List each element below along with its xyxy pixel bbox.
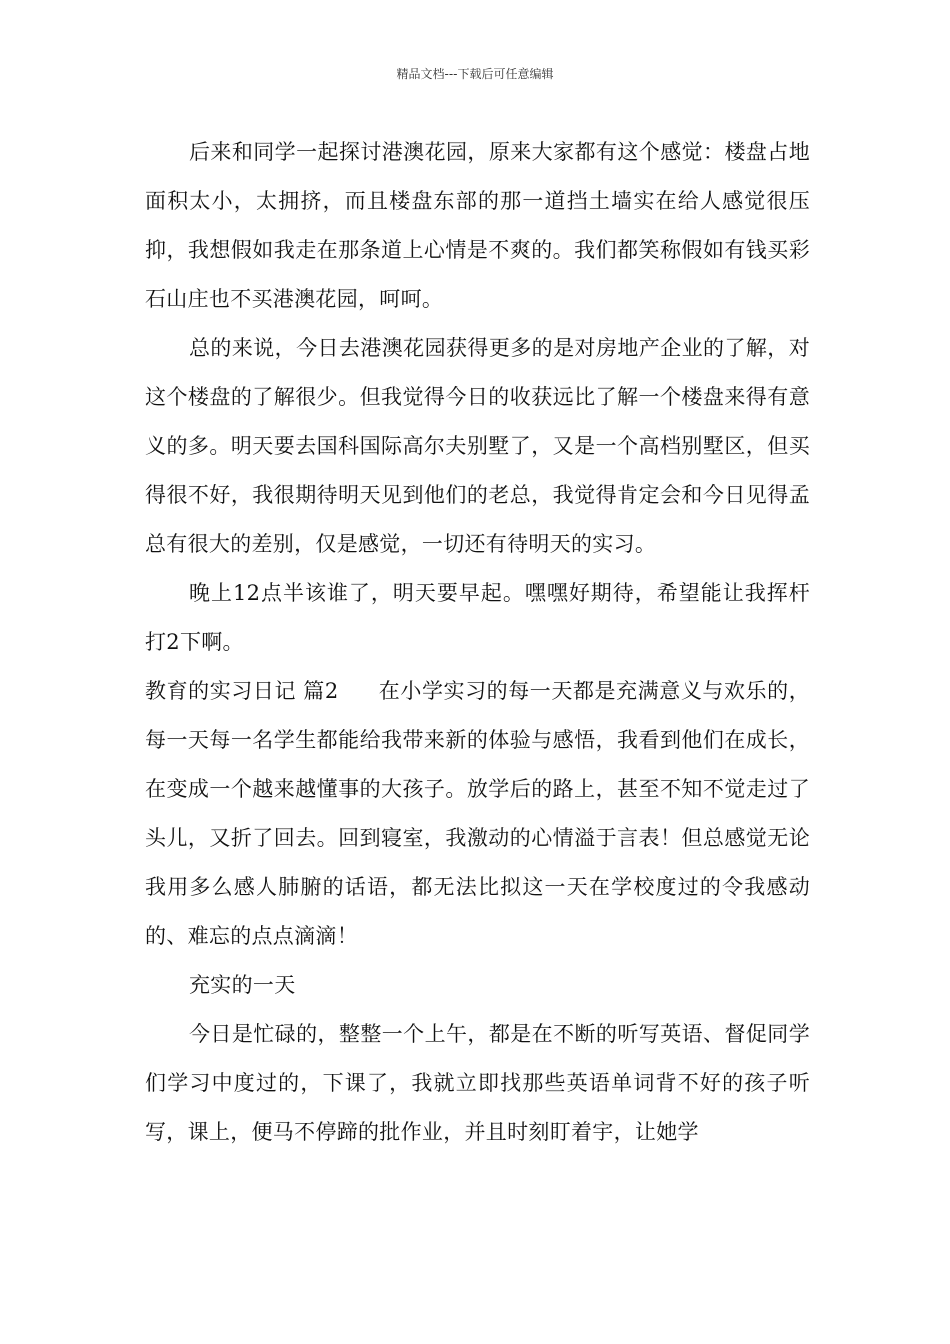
subheading-full-day: 充实的一天 <box>189 973 296 997</box>
section-diary-part2 <box>145 667 810 961</box>
section-title: 教育的实习日记 篇2 <box>145 679 339 703</box>
paragraph-busy-day: 今日是忙碌的，整整一个上午，都是在不断的听写英语、督促同学们学习中度过的，下课了，我就立即找那些英语单词背不好的孩子听写，课上，便马不停蹄的批作业，并且时刻盯着宇，让她学 <box>145 1022 810 1144</box>
paragraph-garden-discussion: 后来和同学一起探讨港澳花园，原来大家都有这个感觉：楼盘占地面积太小，太拥挤，而且楼盘东部的那一道挡土墙实在给人感觉很压抑，我想假如我走在那条道上心情是不爽的。我们都笑称假如有钱买彩石山庄也不买港澳花园，呵呵。 <box>145 140 810 311</box>
paragraph-summary: 总的来说，今日去港澳花园获得更多的是对房地产企业的了解，对这个楼盘的了解很少。但我觉得今日的收获远比了解一个楼盘来得有意义的多。明天要去国科国际高尔夫别墅了，又是一个高档别墅区，但买得很不好，我很期待明天见到他们的老总，我觉得肯定会和今日见得孟总有很大的差别，仅是感觉，一切还有待明天的实习。 <box>145 336 810 556</box>
paragraph-evening: 晚上12点半该谁了，明天要早起。嘿嘿好期待，希望能让我挥杆打2下啊。 <box>145 581 810 654</box>
document-body <box>145 128 810 1157</box>
section-text: 在小学实习的每一天都是充满意义与欢乐的，每一天每一名学生都能给我带来新的体验与感悟，我看到他们在成长，在变成一个越来越懂事的大孩子。放学后的路上，甚至不知不觉走过了头儿，又折了回去。回到寝室，我激动的心情溢于言表！但总感觉无论我用多么感人肺腑的话语，都无法比拟这一天在学校度过的令我感动的、难忘的点点滴滴！ <box>145 679 810 948</box>
page-header: 精品文档---下载后可任意编辑 <box>396 67 554 81</box>
